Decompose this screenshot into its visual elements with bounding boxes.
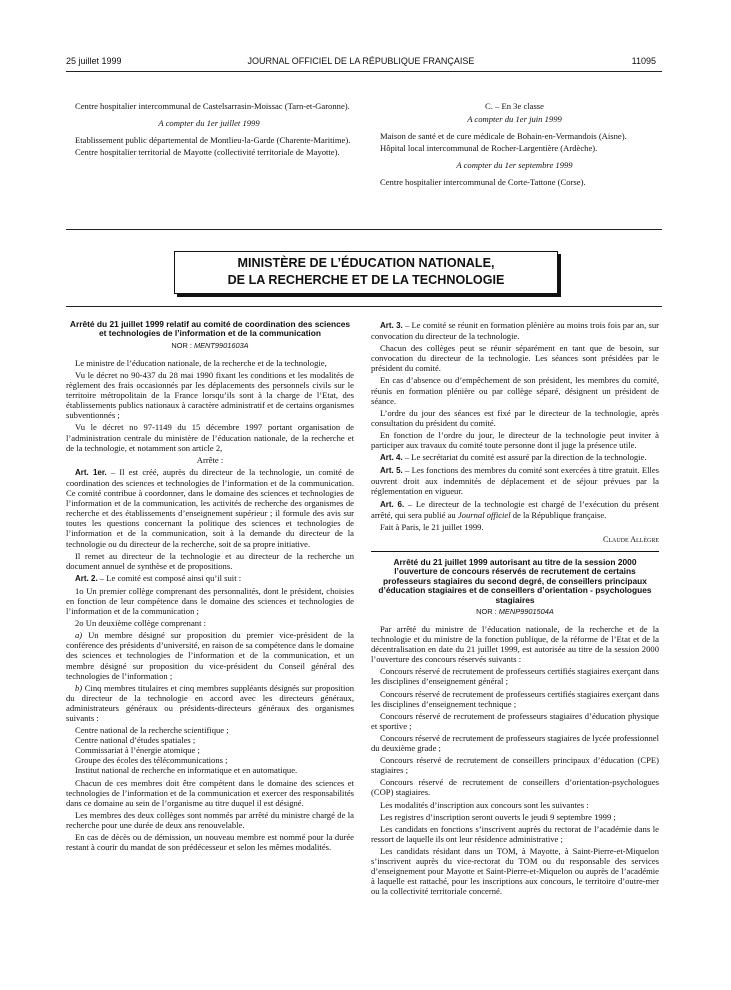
paragraph: 1o Un premier collège comprenant des personnalités, dont le président, choisies en fonction de leur compétence dans le domaine des sciences et technologies de l’information et de la communication ; [66,585,354,617]
list-item: Concours réservé de recrutement de professeurs certifiés stagiaires exerçant dans les disciplines d’enseignement général ; [371,666,659,687]
signature: Claude Allègre [603,534,659,544]
paragraph: 2o Un deuxième collège comprenant : [75,618,207,629]
paragraph: Il remet au directeur de la technologie et au directeur de la recherche un document annuel de synthèse et de propositions. [66,550,354,571]
paragraph: Fait à Paris, le 21 juillet 1999. [380,521,484,532]
header-rule [66,71,662,72]
paragraph: L’ordre du jour des séances est fixé par le directeur de la technologie, après consultation du président du comité. [371,407,659,428]
paragraph: Centre hospitalier intercommunal de Castelsarrasin-Moissac (Tarn-et-Garonne). [75,101,350,111]
paragraph: Hôpital local intercommunal de Rocher-Largentière (Ardèche). [380,143,598,154]
section-rule [66,306,662,307]
header-date: 25 juillet 1999 [66,56,122,66]
ministry-heading-box [174,251,558,294]
ministry-line-1: MINISTÈRE DE L’ÉDUCATION NATIONALE, [237,256,495,270]
page-header [66,56,656,70]
list-item: Concours réservé de recrutement de conseillers d’orientation-psychologues (COP) stagiaires. [371,777,659,798]
date-heading: A compter du 1er septembre 1999 [456,160,573,171]
article-label: Art. 1er. [75,467,107,477]
separator-rule [371,551,659,552]
paragraph: En fonction de l’ordre du jour, le directeur de la technologie peut inviter à participer aux travaux du comité toute personne dont il juge la présence utile. [371,429,659,451]
list-item: Concours réservé de recrutement de professeurs stagiaires d’éducation physique et sportive ; [371,710,659,731]
nor-code: MENP9901504A [498,606,554,616]
ministry-line-2: DE LA RECHERCHE ET DE LA TECHNOLOGIE [227,272,505,287]
nor-code: MENT9901603A [193,340,249,350]
date-heading: A compter du 1er juillet 1999 [158,118,260,129]
paragraph: Les candidats en fonctions s’inscrivent auprès du rectorat de l’académie dans le ressort de laquelle ils ont leur résidence administrative ; [371,823,659,844]
paragraph: a) Un membre désigné sur proposition du premier vice-président de la conférence des présidents d’université, en raison de sa compétence dans le domaine des sciences et technologies de l’information et de la communication, et un membre désigné sur proposition du vice-président du Conseil général des technologies de l’information ; [66,630,354,681]
list-item: Concours réservé de recrutement de professeurs certifiés stagiaires exerçant dans les disciplines d’enseignement technique ; [371,688,659,709]
paragraph: En cas de décès ou de démission, un nouveau membre est nommé pour la durée restant à courir du mandat de son prédécesseur et selon les mêmes modalités. [66,832,354,853]
list-item: Concours réservé de recrutement de conseillers principaux d’éducation (CPE) stagiaires ; [371,755,659,776]
list-item: Concours réservé de recrutement de professeurs stagiaires de lycée professionnel du deuxième grade ; [371,732,659,754]
article-1: Art. 1er. – Il est créé, auprès du directeur de la technologie, un comité de coordination des sciences et technologies de l’information et de la communication. Ce comité contribue à coordonner, dans le domaine des sciences et technologies de l’information et de la communication, les activités de recherche des organismes de recherche et des établissements d’enseignement supérieur ; il formule des avis sur toutes les questions concernant la politique des sciences et technologies de l’information et de la communication, soit à la demande du directeur de la technologie ou du directeur de la recherche, soit de sa propre initiative. [66,466,354,549]
arrete-2-title: Arrêté du 21 juillet 1999 autorisant au titre de la session 2000 l’ouverture de concours réservés de recrutement de certains professeurs stagiaires du second degré, de conseillers principaux d’éducation stagiaires et de conseillers d’orientation - psychologues stagiaires [378,556,652,605]
right-column [371,320,659,898]
org-item: Centre national de la recherche scientifique ; [75,725,229,736]
article-label: Art. 3. [380,321,403,330]
nor-reference: NOR : MENP9901504A [476,606,554,616]
arrete-1-title: Arrêté du 21 juillet 1999 relatif au comité de coordination des sciences et technologies de l’information et de la communication [69,319,351,339]
article-label: Art. 2. [75,573,98,583]
paragraph: Vu le décret no 90-437 du 28 mai 1990 fixant les conditions et les modalités de règlement des frais occasionnés par les déplacements des personnels civils sur le territoire métropolitain de la France lorsqu’ils sont à la charge de l’Etat, des établissements publics nationaux à caractère administratif et de certains organismes subventionnés ; [66,370,354,421]
article-6: Art. 6. – Le directeur de la technologie est chargé de l’exécution du présent arrêté, qui sera publié au Journal officiel de la République française. [371,498,660,520]
paragraph: b) Cinq membres titulaires et cinq membres suppléants désignés sur proposition du directeur de la technologie en accord avec les directeurs généraux, administrateurs généraux ou présidents-directeurs généraux des organismes suivants : [66,682,354,723]
paragraph: Les registres d’inscription seront ouverts le jeudi 9 septembre 1999 ; [380,811,616,822]
article-5: Art. 5. – Les fonctions des membres du comité sont exercées à titre gratuit. Elles ouvrent droit aux indemnités de déplacement et de séjour prévues par la réglementation en vigueur. [371,465,660,497]
paragraph: Chacun de ces membres doit être compétent dans le domaine des sciences et technologies de l’information et de la communication et exercer des responsabilités dans ce domaine au sein de l’organisme au titre duquel il est désigné. [66,777,354,808]
paragraph: Maison de santé et de cure médicale de Bohain-en-Vermandois (Aisne). [380,131,627,142]
paragraph: En cas d’absence ou d’empêchement de son président, les membres du comité, réunis en formation plénière ou par collège séparé, désignent un président de séance. [371,375,659,406]
paragraph: Vu le décret no 97-1149 du 15 décembre 1997 portant organisation de l’administration centrale du ministère de l’éducation nationale, de la recherche et de la technologie, et notamment son article 2, [66,422,354,453]
paragraph: Les membres des deux collèges sont nommés par arrêté du ministre chargé de la recherche pour une durée de deux ans renouvelable. [66,809,354,830]
org-item: Centre national d’études spatiales ; [75,735,196,746]
header-journal-title: JOURNAL OFFICIEL DE LA RÉPUBLIQUE FRANÇAISE [247,56,475,66]
paragraph: Par arrêté du ministre de l’éducation nationale, de la recherche et de la technologie et du ministre de la fonction publique, de la réforme de l’Etat et de la décentralisation en date du 21 juillet 1999, est autorisée au titre de la session 2000 l’ouverture des concours réservés suivants : [371,624,659,665]
paragraph: Etablissement public départemental de Montlieu-la-Garde (Charente-Maritime). [75,135,351,146]
article-label: Art. 5. [380,466,403,476]
article-label: Art. 4. [380,453,403,463]
nor-reference: NOR : MENT9901603A [171,340,249,350]
journal-officiel-ref: Journal officiel [457,509,511,520]
top-left-column [66,101,352,159]
article-3: Art. 3. – Le comité se réunit en formation plénière au moins trois fois par an, sur convocation du directeur de la technologie. [371,320,659,342]
paragraph: Centre hospitalier territorial de Mayotte (collectivité territoriale de Mayotte). [75,147,340,158]
header-page-number: 11095 [631,56,656,66]
date-heading: A compter du 1er juin 1999 [467,114,562,125]
class-heading: C. – En 3e classe [485,101,544,111]
arrete-heading: Arrête : [196,454,224,465]
paragraph: Centre hospitalier intercommunal de Corte-Tattone (Corse). [380,177,586,188]
paragraph: Les modalités d’inscription aux concours sont les suivantes : [380,799,589,810]
article-2: Art. 2. – Le comité est composé ainsi qu’il suit : [75,572,242,583]
top-right-column [371,101,658,190]
org-item: Commissariat à l’énergie atomique ; [75,745,200,756]
article-label: Art. 6. [380,499,405,509]
paragraph: Le ministre de l’éducation nationale, de la recherche et de la technologie, [75,357,327,368]
arrete-1-column [66,320,354,854]
paragraph: Les candidats résidant dans un TOM, à Mayotte, à Saint-Pierre-et-Miquelon s’inscrivent auprès du vice-rectorat du TOM ou du responsable des services d’enseignement pour Mayotte et Saint-Pierre-et-Miquelon ou auprès de l’académie à laquelle est rattaché, pour les inscriptions aux concours, le territoire d’outre-mer ou la collectivité territoriale concerné. [371,845,659,897]
org-item: Institut national de recherche en informatique et en automatique. [75,765,298,776]
org-item: Groupe des écoles des télécommunications ; [75,755,228,766]
article-4: Art. 4. – Le secrétariat du comité est assuré par la direction de la technologie. [380,452,647,463]
paragraph: Chacun des collèges peut se réunir séparément en tant que de besoin, sur convocation du directeur de la technologie. Les séances sont présidées par le président du comité. [371,343,659,374]
section-rule [66,229,662,230]
